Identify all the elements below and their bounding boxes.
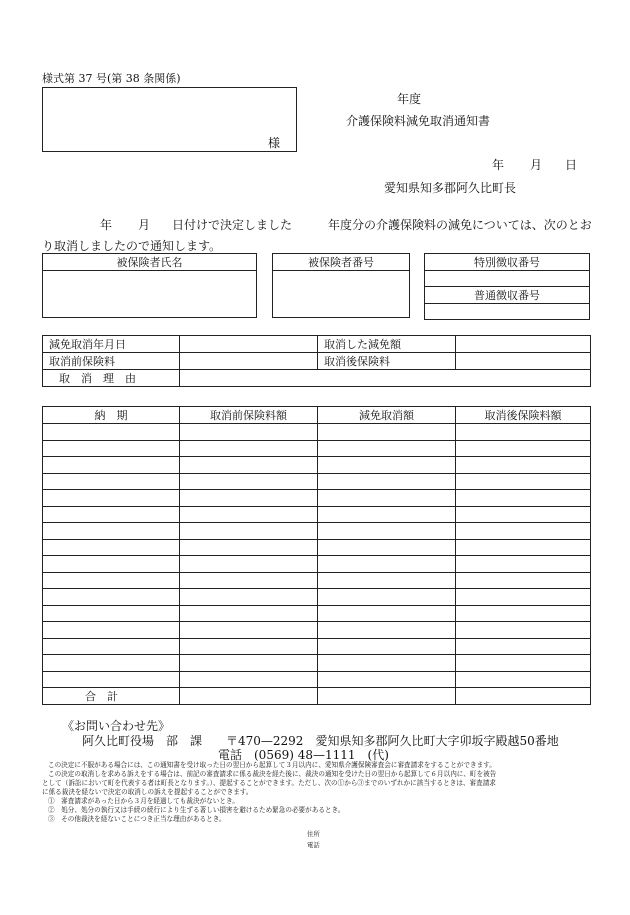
payment-cell[interactable] — [318, 457, 456, 474]
payment-cell[interactable] — [180, 506, 318, 523]
payment-cell[interactable] — [456, 605, 591, 622]
header-due: 納 期 — [43, 407, 180, 424]
payment-cell[interactable] — [43, 457, 180, 474]
payment-cell[interactable] — [318, 605, 456, 622]
notice-line: ① 審査請求があった日から３月を経過しても裁決がないとき。 — [48, 797, 239, 805]
payment-cell[interactable] — [180, 638, 318, 655]
notice-block — [42, 761, 590, 824]
date-month: 月 — [530, 158, 543, 172]
insured-number-table — [272, 253, 410, 318]
payment-cell[interactable] — [43, 622, 180, 639]
payment-cell[interactable] — [43, 506, 180, 523]
payment-cell[interactable] — [456, 638, 591, 655]
cancelled-reduction-label: 取消した減免額 — [318, 336, 456, 353]
payment-cell[interactable] — [456, 655, 591, 672]
payment-cell[interactable] — [180, 539, 318, 556]
body-line1: 日付けで決定しました 年度分の介護保険料の減免については、次のとお — [172, 218, 592, 232]
payment-cell[interactable] — [318, 506, 456, 523]
date-year: 年 — [492, 158, 505, 172]
payment-cell[interactable] — [43, 655, 180, 672]
special-collection-header: 特別徴収番号 — [425, 254, 590, 271]
payment-cell[interactable] — [318, 424, 456, 441]
insured-name-header: 被保険者氏名 — [43, 254, 257, 271]
addressee-box — [42, 87, 297, 152]
payment-cell[interactable] — [456, 490, 591, 507]
payment-cell[interactable] — [180, 622, 318, 639]
payment-cell[interactable] — [180, 424, 318, 441]
payment-cell[interactable] — [318, 473, 456, 490]
payment-row — [43, 556, 591, 573]
payment-row — [43, 638, 591, 655]
addressee-suffix: 様 — [268, 136, 281, 150]
payment-cell[interactable] — [318, 622, 456, 639]
premium-after-value[interactable] — [456, 353, 591, 370]
payment-cell[interactable] — [318, 440, 456, 457]
payment-cell[interactable] — [318, 638, 456, 655]
cancel-reason-value[interactable] — [180, 370, 591, 387]
payment-cell[interactable] — [456, 506, 591, 523]
body-month: 月 — [138, 218, 151, 232]
payment-cell[interactable] — [456, 572, 591, 589]
payment-cell[interactable] — [180, 572, 318, 589]
form-number: 様式第 37 号(第 38 条関係) — [42, 72, 181, 85]
payment-cell[interactable] — [43, 539, 180, 556]
insured-number-cell[interactable] — [273, 271, 410, 318]
payment-cell[interactable] — [43, 473, 180, 490]
body-year: 年 — [100, 218, 113, 232]
total-after[interactable] — [456, 688, 591, 705]
normal-collection-cell[interactable] — [425, 304, 590, 320]
payment-cell[interactable] — [318, 655, 456, 672]
payment-cell[interactable] — [456, 424, 591, 441]
payment-cell[interactable] — [180, 605, 318, 622]
payment-cell[interactable] — [318, 572, 456, 589]
contact-line1: 阿久比町役場 部 課 〒470—2292 愛知県知多郡阿久比町大字卯坂字殿越50番地 — [82, 734, 559, 748]
premium-before-label: 取消前保険料 — [43, 353, 180, 370]
cancel-reason-label: 取 消 理 由 — [43, 370, 180, 387]
payment-cell[interactable] — [180, 440, 318, 457]
total-label: 合 計 — [43, 688, 180, 705]
cancelled-reduction-value[interactable] — [456, 336, 591, 353]
notice-line: ② 処分、処分の執行又は手続の続行により生ずる著しい損害を避けるため緊急の必要があるとき。 — [48, 806, 345, 814]
payment-cell[interactable] — [43, 638, 180, 655]
issuer: 愛知県知多郡阿久比町長 — [384, 181, 517, 195]
payment-row — [43, 605, 591, 622]
payment-table — [42, 406, 591, 705]
premium-after-label: 取消後保険料 — [318, 353, 456, 370]
header-after: 取消後保険料額 — [456, 407, 591, 424]
collection-number-table — [424, 253, 590, 320]
payment-cell[interactable] — [43, 589, 180, 606]
payment-cell[interactable] — [43, 490, 180, 507]
notice-line: ③ その他裁決を経ないことにつき正当な理由があるとき。 — [48, 815, 226, 823]
payment-cell[interactable] — [180, 473, 318, 490]
total-before[interactable] — [180, 688, 318, 705]
cancel-info-table — [42, 335, 591, 387]
payment-row — [43, 457, 591, 474]
payment-table-body — [43, 424, 591, 688]
payment-cell[interactable] — [180, 655, 318, 672]
body-line2: り取消しましたので通知します。 — [42, 239, 222, 253]
footer-address: 住所 — [307, 830, 320, 838]
footer-phone: 電話 — [307, 841, 320, 849]
payment-row — [43, 473, 591, 490]
doc-title: 介護保険料減免取消通知書 — [346, 114, 491, 128]
payment-cell[interactable] — [43, 556, 180, 573]
payment-cell[interactable] — [43, 523, 180, 540]
notice-line: として（訴訟において町を代表する者は町長となります。）、提起することができます。ただし、次の①から③までのいずれかに該当するときは、審査請求 — [42, 779, 496, 787]
payment-row — [43, 490, 591, 507]
payment-cell[interactable] — [456, 440, 591, 457]
payment-cell[interactable] — [456, 622, 591, 639]
payment-cell[interactable] — [318, 556, 456, 573]
payment-cell[interactable] — [43, 440, 180, 457]
payment-cell[interactable] — [180, 556, 318, 573]
payment-cell[interactable] — [456, 523, 591, 540]
payment-cell[interactable] — [180, 523, 318, 540]
fiscal-year-label: 年度 — [397, 92, 422, 106]
payment-cell[interactable] — [318, 671, 456, 688]
special-collection-cell[interactable] — [425, 271, 590, 287]
header-before: 取消前保険料額 — [180, 407, 318, 424]
cancel-date-label: 減免取消年月日 — [43, 336, 180, 353]
payment-cell[interactable] — [318, 589, 456, 606]
notice-line: この決定に不服がある場合には、この通知書を受け取った日の翌日から起算して３月以内に、愛知県介護保険審査会に審査請求をすることができます。 — [48, 761, 496, 769]
payment-cell[interactable] — [43, 671, 180, 688]
payment-cell[interactable] — [180, 490, 318, 507]
header-reduction: 減免取消額 — [318, 407, 456, 424]
payment-row — [43, 539, 591, 556]
premium-before-value[interactable] — [180, 353, 318, 370]
payment-cell[interactable] — [456, 457, 591, 474]
payment-row — [43, 671, 591, 688]
payment-cell[interactable] — [318, 539, 456, 556]
payment-cell[interactable] — [456, 556, 591, 573]
payment-row — [43, 523, 591, 540]
insured-number-header: 被保険者番号 — [273, 254, 410, 271]
payment-row — [43, 655, 591, 672]
payment-row — [43, 622, 591, 639]
payment-cell[interactable] — [318, 490, 456, 507]
contact-heading: 《お問い合わせ先》 — [62, 719, 171, 733]
insured-name-cell[interactable] — [43, 271, 257, 318]
payment-cell[interactable] — [180, 457, 318, 474]
payment-cell[interactable] — [456, 539, 591, 556]
payment-row — [43, 506, 591, 523]
payment-cell[interactable] — [318, 523, 456, 540]
payment-cell[interactable] — [180, 671, 318, 688]
normal-collection-header: 普通徴収番号 — [425, 287, 590, 304]
payment-cell[interactable] — [43, 572, 180, 589]
payment-cell[interactable] — [456, 671, 591, 688]
notice-line: に係る裁決を経ないで決定の取消しの訴えを提起することができます。 — [42, 788, 253, 796]
payment-row — [43, 440, 591, 457]
payment-cell[interactable] — [456, 589, 591, 606]
insured-name-table — [42, 253, 257, 318]
payment-row — [43, 572, 591, 589]
contact-line2: 電話 (0569) 48—1111 (代) — [218, 748, 389, 762]
payment-row — [43, 589, 591, 606]
cancel-date-value[interactable] — [180, 336, 318, 353]
payment-row — [43, 424, 591, 441]
date-day: 日 — [565, 158, 578, 172]
payment-cell[interactable] — [43, 605, 180, 622]
notice-line: この決定の取消しを求める訴えをする場合は、前記の審査請求に係る裁決を経た後に、裁決の通知を受けた日の翌日から起算して６月以内に、町を被告 — [48, 770, 497, 778]
payment-cell[interactable] — [456, 473, 591, 490]
payment-cell[interactable] — [180, 589, 318, 606]
total-reduction[interactable] — [318, 688, 456, 705]
payment-cell[interactable] — [43, 424, 180, 441]
